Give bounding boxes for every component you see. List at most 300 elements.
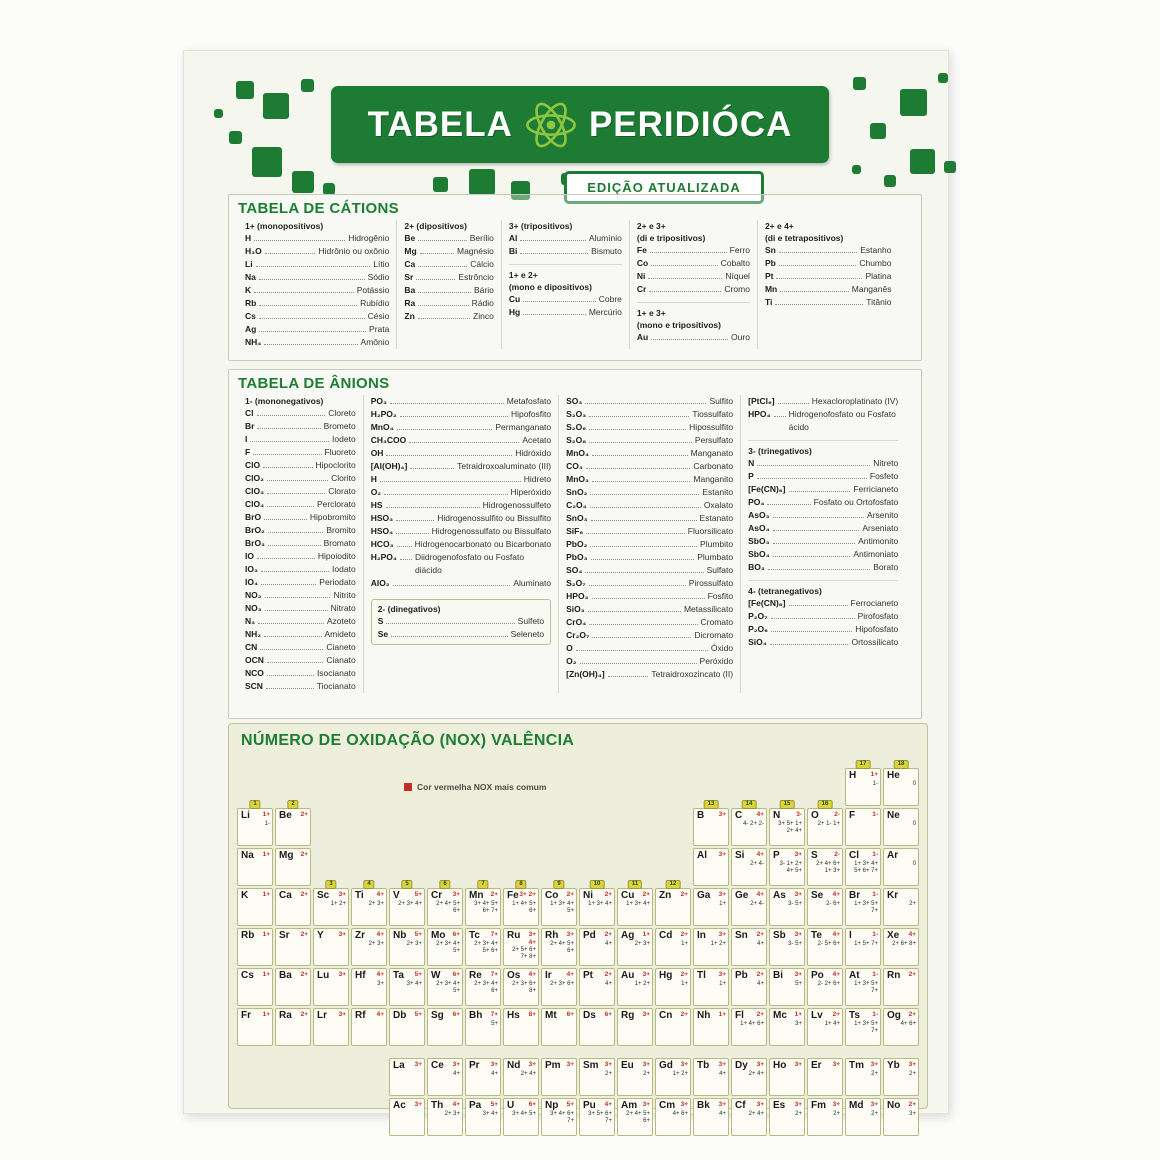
element-top — [314, 1009, 348, 1021]
element-cell-ge — [731, 888, 767, 926]
element-symbol: Fr — [241, 1010, 251, 1021]
empty-cell — [655, 808, 691, 846]
element-nox-common: 5+ — [414, 891, 422, 898]
element-symbol: Db — [393, 1010, 407, 1021]
element-cell-cu — [617, 881, 653, 926]
ion-name: Estanho — [860, 245, 892, 255]
anion-column — [363, 395, 558, 693]
ion-formula: Cu — [508, 294, 521, 304]
dotted-leader — [390, 403, 504, 404]
element-top — [428, 1099, 462, 1111]
anion-item — [245, 628, 356, 641]
dotted-leader — [397, 546, 412, 547]
element-cell-zr — [351, 928, 387, 966]
dotted-leader — [409, 442, 519, 443]
element-top — [542, 1099, 576, 1111]
ion-formula: OH — [370, 448, 384, 458]
empty-cell — [503, 768, 539, 806]
element-cell-og — [883, 1008, 919, 1046]
element-nox-common: 2+ — [680, 971, 688, 978]
ion-formula: HPO₃ — [566, 591, 589, 601]
ion-formula: Co — [636, 258, 649, 268]
element-top — [428, 1009, 462, 1021]
element-nox-common: 5+ — [414, 971, 422, 978]
element-nox-common: 7+ — [490, 971, 498, 978]
anion-item — [566, 499, 733, 512]
dotted-leader — [590, 507, 701, 508]
ion-formula: C₂O₄ — [566, 500, 587, 510]
element-nox-other: 1+ — [681, 941, 688, 947]
element-top — [580, 1059, 614, 1071]
ion-name: Azoteto — [326, 616, 356, 626]
dotted-leader — [266, 688, 314, 689]
ion-name: Hipofosfato — [855, 624, 899, 634]
element-cell-sb — [769, 928, 805, 966]
element-nox-other: 1+ — [719, 981, 726, 987]
element-top — [428, 1059, 462, 1071]
ion-name: Amônio — [360, 337, 390, 347]
anion-item — [566, 668, 733, 681]
empty-cell — [313, 768, 349, 806]
ion-formula: CO₃ — [566, 461, 583, 471]
element-nox-common: 8+ — [528, 1011, 536, 1018]
ion-formula: S₂O₃ — [566, 409, 587, 419]
element-cell-ds — [579, 1008, 615, 1046]
ion-name: Ouro — [731, 332, 750, 342]
dotted-leader — [256, 266, 371, 267]
dotted-leader — [591, 520, 697, 521]
ion-name: Tetraidroxozincato (II) — [651, 669, 734, 679]
ion-formula: MnO₄ — [370, 422, 394, 432]
ion-formula: NO₂ — [245, 590, 262, 600]
element-nox-common: 4+ — [756, 851, 764, 858]
element-symbol: F — [849, 810, 856, 821]
dotted-leader — [261, 571, 329, 572]
element-cell-bh — [465, 1008, 501, 1046]
ion-formula: SiO₃ — [566, 604, 585, 614]
element-nox-other: 2+ 4- — [750, 901, 764, 907]
element-nox-common: 6+ — [452, 1011, 460, 1018]
element-symbol: Se — [811, 890, 824, 901]
ion-name: Cianeto — [326, 642, 356, 652]
ion-formula: N — [748, 458, 755, 468]
element-nox-common: 2+ — [300, 931, 308, 938]
empty-cell — [427, 768, 463, 806]
element-cell-bk — [693, 1098, 729, 1136]
element-cell-ho — [769, 1058, 805, 1096]
element-nox-other: 2+ 4+ 6+ 1+ 3+ — [816, 861, 840, 874]
element-nox-other: 2+ 5+ 6+ 7+ 8+ — [512, 947, 536, 960]
ion-formula: Na — [245, 272, 256, 282]
element-top — [618, 1059, 652, 1071]
element-cell-sn — [731, 928, 767, 966]
element-nox-common: 1+ — [642, 931, 650, 938]
ion-formula: Pb — [764, 258, 776, 268]
decor-square — [853, 77, 866, 90]
dotted-leader — [265, 610, 328, 611]
dotted-leader — [264, 636, 321, 637]
ion-name: Potássio — [356, 285, 390, 295]
dotted-leader — [418, 240, 467, 241]
element-top — [276, 889, 310, 901]
cation-item — [765, 257, 892, 270]
element-nox-other: 2+ 3+ — [634, 941, 650, 947]
element-cell-lr — [313, 1008, 349, 1046]
dotted-leader — [396, 520, 434, 521]
anion-item — [245, 641, 356, 654]
ion-name: Césio — [367, 311, 390, 321]
element-symbol: P — [773, 850, 780, 861]
ion-formula: H — [370, 474, 377, 484]
element-cell-v — [389, 881, 425, 926]
cation-group-heading: 1+ e 3+ — [636, 308, 666, 318]
element-nox-common: 2+ — [300, 851, 308, 858]
element-nox-common: 1+ — [262, 811, 270, 818]
element-symbol: Fe — [507, 890, 519, 901]
element-top — [466, 929, 500, 941]
ion-name: Cobre — [598, 294, 622, 304]
cation-item — [637, 244, 750, 257]
cation-item — [637, 331, 750, 344]
ion-name: Alumínio — [588, 233, 622, 243]
ion-name: Estanito — [702, 487, 734, 497]
element-nox-other: 0 — [912, 781, 916, 787]
cation-group — [245, 220, 389, 349]
element-nox-common: 3+ — [832, 1061, 840, 1068]
cation-item — [245, 310, 389, 323]
dotted-leader — [591, 559, 695, 560]
element-nox-common: 2+ — [908, 971, 916, 978]
anion-column — [238, 395, 363, 693]
element-cell-tb — [693, 1058, 729, 1096]
element-top — [504, 969, 538, 981]
element-top — [694, 889, 728, 901]
element-nox-other: 2+ 3+ — [368, 901, 384, 907]
element-top — [580, 1099, 614, 1111]
dotted-leader — [773, 517, 865, 518]
element-top — [884, 809, 918, 821]
anion-item — [378, 628, 544, 641]
ion-formula: ClO₄ — [245, 499, 265, 509]
anion-group — [371, 599, 551, 645]
element-symbol: Cm — [659, 1100, 676, 1111]
anion-item — [748, 496, 898, 509]
ion-name: Metassilicato — [683, 604, 734, 614]
element-nox-other: 1+ 4+ 6+ — [740, 1021, 764, 1027]
anion-item — [245, 589, 356, 602]
ion-name: Fosfito — [707, 591, 734, 601]
element-cell-tm — [845, 1058, 881, 1096]
element-symbol: Og — [887, 1010, 901, 1021]
ion-formula: Bi — [508, 246, 518, 256]
element-cell-md — [845, 1098, 881, 1136]
element-top — [542, 969, 576, 981]
ion-name: Lítio — [373, 259, 390, 269]
element-top — [808, 929, 842, 941]
ion-name: Hidrogenossulfito ou Bissulfito — [437, 513, 552, 523]
element-cell-na — [237, 848, 273, 886]
element-symbol: Pm — [545, 1060, 561, 1071]
element-top — [770, 1059, 804, 1071]
anions-columns — [238, 395, 912, 693]
dotted-leader — [770, 644, 849, 645]
ion-name: Manganês — [851, 284, 892, 294]
anion-item — [748, 610, 898, 623]
element-cell-cr — [427, 881, 463, 926]
ion-name: Hidrônio ou oxônio — [318, 246, 390, 256]
anion-item — [566, 655, 733, 668]
element-top — [656, 1009, 690, 1021]
element-nox-common: 3+ — [338, 931, 346, 938]
element-cell-eu — [617, 1058, 653, 1096]
element-nox-common: 1+ — [262, 851, 270, 858]
ion-formula: Li — [245, 259, 253, 269]
element-nox-common: 3+ — [680, 1061, 688, 1068]
element-nox-other: 1+ 3+ 5+ 7+ — [854, 901, 878, 914]
element-nox-common: 1- — [872, 891, 878, 898]
decor-square — [938, 73, 948, 83]
element-cell-f — [845, 808, 881, 846]
ion-name: Brometo — [323, 421, 356, 431]
reference-card — [183, 50, 949, 1124]
ion-formula: CH₃COO — [370, 435, 407, 445]
element-nox-other: 3+ 4+ 5+ — [512, 1111, 536, 1117]
empty-cell — [503, 808, 539, 846]
ion-name: Permanganato — [495, 422, 552, 432]
empty-cell — [617, 808, 653, 846]
cation-group-heading: 2+ (dipositivos) — [404, 221, 467, 231]
element-nox-other: 4+ 6+ — [672, 1111, 688, 1117]
ion-formula: F — [245, 447, 251, 457]
element-top — [770, 929, 804, 941]
element-nox-other: 4+ — [719, 1071, 726, 1077]
ion-name: Arseniato — [862, 523, 899, 533]
anion-item — [566, 642, 733, 655]
ion-name: Cromato — [700, 617, 734, 627]
element-symbol: Pb — [735, 970, 748, 981]
group-tab-8: 8 — [515, 880, 526, 889]
element-top — [238, 969, 272, 981]
element-top — [846, 1059, 880, 1071]
element-nox-common: 4+ — [908, 931, 916, 938]
anion-item — [748, 535, 898, 548]
dotted-leader — [264, 344, 357, 345]
element-cell-pa — [465, 1098, 501, 1136]
dotted-leader — [257, 415, 326, 416]
element-top — [580, 889, 614, 901]
anion-item — [245, 615, 356, 628]
ion-formula: AsO₄ — [748, 523, 770, 533]
element-nox-common: 1+ — [262, 931, 270, 938]
element-top — [542, 889, 576, 901]
cation-item — [245, 284, 389, 297]
cation-item — [765, 244, 892, 257]
element-cell-ir — [541, 968, 577, 1006]
ion-name: Pirossulfato — [688, 578, 734, 588]
ion-formula: BrO₃ — [245, 538, 265, 548]
anion-item — [371, 460, 551, 473]
element-symbol: Md — [849, 1100, 864, 1111]
dotted-leader — [264, 519, 307, 520]
cation-item — [245, 258, 389, 271]
element-top — [770, 849, 804, 861]
element-top — [846, 889, 880, 901]
element-symbol: Br — [849, 890, 861, 901]
element-symbol: Rb — [241, 930, 255, 941]
element-nox-common: 5+ — [414, 1011, 422, 1018]
element-symbol: Si — [735, 850, 745, 861]
dotted-leader — [250, 441, 329, 442]
dotted-leader — [779, 265, 857, 266]
cation-group — [637, 220, 750, 296]
element-cell-no — [883, 1098, 919, 1136]
ion-formula: ClO₃ — [245, 486, 265, 496]
ion-name: Hipofosfito — [510, 409, 552, 419]
element-top — [846, 1009, 880, 1021]
element-cell-al — [693, 848, 729, 886]
element-symbol: Ag — [621, 930, 635, 941]
ion-formula: SbO₃ — [748, 536, 770, 546]
ion-formula: MnO₃ — [566, 474, 589, 484]
element-cell-la — [389, 1058, 425, 1096]
empty-cell — [389, 768, 425, 806]
title-banner — [331, 86, 829, 163]
group-tab-11: 11 — [628, 880, 642, 889]
ion-formula: ClO₂ — [245, 473, 264, 483]
element-nox-other: 1+ — [719, 901, 726, 907]
element-nox-other: 2+ 3+ — [406, 941, 422, 947]
element-top — [846, 1099, 880, 1111]
dotted-leader — [585, 403, 706, 404]
element-symbol: S — [811, 850, 818, 861]
element-symbol: O — [811, 810, 819, 821]
element-nox-common: 2+ — [756, 971, 764, 978]
element-nox-common: 6+ — [452, 971, 460, 978]
element-top — [694, 849, 728, 861]
anion-item — [566, 525, 733, 538]
nox-title: NÚMERO DE OXIDAÇÃO (NOX) VALÊNCIA — [241, 732, 575, 749]
element-symbol: Nh — [697, 1010, 711, 1021]
element-cell-nb — [389, 928, 425, 966]
ion-name: Hipobromito — [309, 512, 356, 522]
element-symbol: Sm — [583, 1060, 599, 1071]
ion-formula: P — [748, 471, 754, 481]
ion-formula: CrO₄ — [566, 617, 587, 627]
ion-formula: O — [566, 643, 573, 653]
element-nox-common: 2+ — [908, 1011, 916, 1018]
element-nox-common: 1- — [872, 971, 878, 978]
element-cell-p — [769, 848, 805, 886]
decor-square — [252, 147, 282, 177]
ion-name: Dicromato — [694, 630, 734, 640]
ion-formula: BrO — [245, 512, 262, 522]
dotted-leader — [259, 305, 357, 306]
anion-group — [748, 395, 898, 434]
ion-formula: AsO₃ — [748, 510, 770, 520]
element-nox-other: 1+ 3+ 4+ — [588, 901, 612, 907]
ion-name: Ferricianeto — [853, 484, 899, 494]
ion-formula: S — [377, 616, 384, 626]
element-nox-other: 2+ 6+ 8+ — [892, 941, 916, 947]
element-nox-common: 3+ — [338, 891, 346, 898]
element-symbol: Ge — [735, 890, 749, 901]
element-symbol: Ar — [887, 850, 899, 861]
anion-item — [245, 537, 356, 550]
element-nox-other: 2+ 4+ — [748, 1111, 764, 1117]
ion-formula: PO₃ — [370, 396, 387, 406]
dotted-leader — [589, 624, 697, 625]
element-nox-common: 4+ — [604, 1101, 612, 1108]
element-nox-common: 3+ — [452, 1061, 460, 1068]
ion-name: Clorato — [328, 486, 356, 496]
element-cell-tl — [693, 968, 729, 1006]
ion-name: Cloreto — [328, 408, 356, 418]
cation-item — [404, 297, 493, 310]
anion-item — [566, 551, 733, 564]
element-symbol: Lv — [811, 1010, 823, 1021]
element-top — [846, 929, 880, 941]
anion-item — [371, 538, 551, 551]
element-nox-common: 6+ — [566, 1011, 574, 1018]
element-nox-other: 4+ — [453, 1071, 460, 1077]
element-top — [770, 1009, 804, 1021]
ion-name: Fosfato ou Ortofosfato — [813, 497, 899, 507]
element-top — [884, 769, 918, 781]
element-top — [884, 849, 918, 861]
ion-name: Pirofosfato — [857, 611, 899, 621]
anion-item — [245, 485, 356, 498]
cation-item — [765, 296, 892, 309]
ion-name: Chumbo — [859, 258, 892, 268]
cation-column — [629, 220, 757, 349]
ion-formula: HSO₄ — [370, 526, 394, 536]
element-cell-i — [845, 928, 881, 966]
element-top — [390, 1059, 424, 1071]
ion-name: Fluoreto — [324, 447, 356, 457]
anions-title: TABELA DE ÂNIONS — [238, 375, 390, 392]
cation-item — [509, 232, 622, 245]
element-nox-common: 3+ — [642, 1011, 650, 1018]
element-cell-w — [427, 968, 463, 1006]
element-top — [618, 929, 652, 941]
element-nox-other: 2- 2+ 6+ — [817, 981, 840, 987]
element-top — [884, 929, 918, 941]
decor-square — [900, 89, 927, 116]
element-nox-other: 1+ 4+ 5+ 6+ — [512, 901, 536, 914]
element-symbol: B — [697, 810, 705, 821]
ion-name: Hidrogenocarbonato ou Bicarbonato — [414, 539, 552, 549]
element-cell-h — [845, 761, 881, 806]
element-cell-zn — [655, 881, 691, 926]
element-top — [694, 1009, 728, 1021]
ion-formula: CN — [245, 642, 258, 652]
element-top — [732, 1009, 766, 1021]
element-top — [352, 969, 386, 981]
anion-item — [566, 460, 733, 473]
element-symbol: No — [887, 1100, 901, 1111]
anion-item — [245, 680, 356, 693]
element-nox-common: 4+ — [376, 1011, 384, 1018]
element-nox-common: 2+ — [604, 891, 612, 898]
dotted-leader — [592, 481, 690, 482]
element-cell-ts — [845, 1008, 881, 1046]
element-cell-rn — [883, 968, 919, 1006]
dotted-leader — [589, 416, 689, 417]
dotted-leader — [400, 416, 508, 417]
edition-badge-label: EDIÇÃO ATUALIZADA — [587, 180, 741, 195]
ion-name: Diidrogenofosfato ou Fosfato diácido — [414, 552, 525, 575]
ion-formula: SiF₆ — [566, 526, 584, 536]
